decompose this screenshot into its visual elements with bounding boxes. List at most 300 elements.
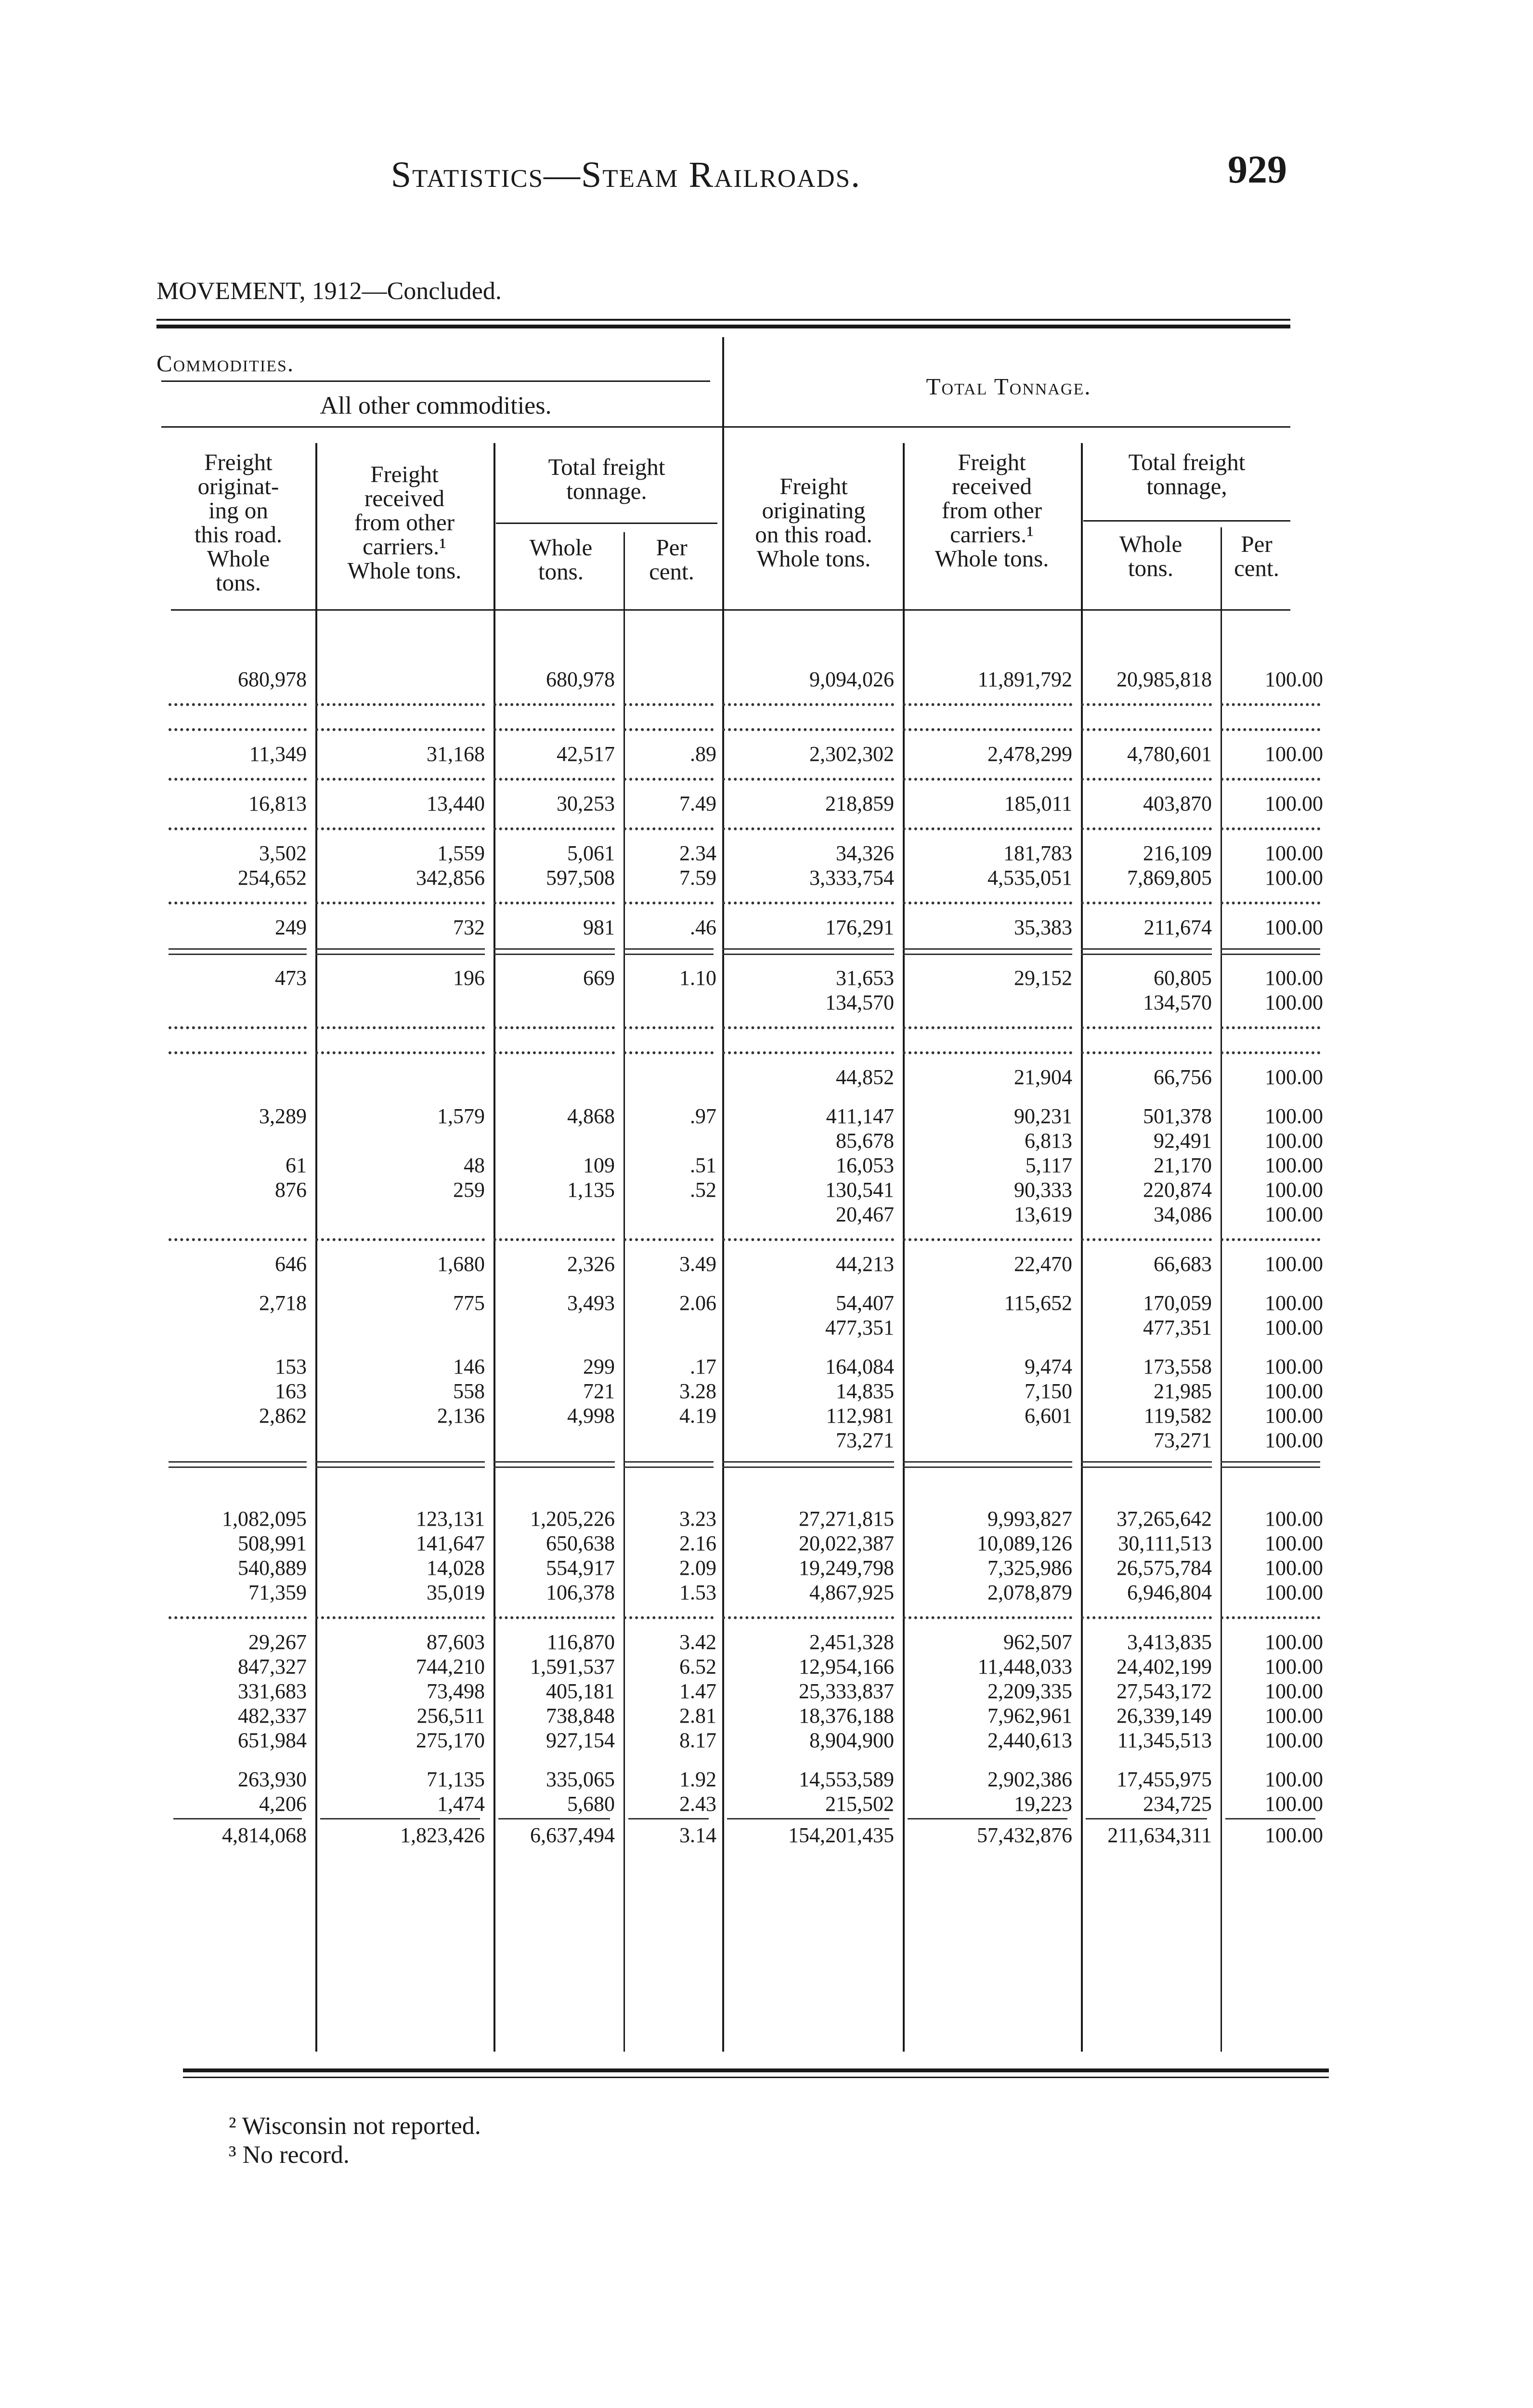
- spacer-cell: [315, 1276, 494, 1291]
- spacer-cell: [722, 890, 903, 915]
- table-cell: 403,870: [1143, 792, 1212, 815]
- col8-header: [1223, 532, 1290, 580]
- total-rule: [908, 1818, 1067, 1819]
- table-cell: 4,535,051: [987, 866, 1072, 890]
- table-cell: 100.00: [1265, 1655, 1323, 1678]
- spacer-row: [169, 1816, 1329, 1823]
- spacer-cell: [494, 1015, 624, 1040]
- table-cell: 100.00: [1265, 1379, 1323, 1403]
- table-cell: 26,339,149: [1117, 1704, 1212, 1727]
- table-cell: 9,094,026: [809, 667, 894, 691]
- spacer-cell: [722, 1816, 903, 1823]
- spacer-cell: [315, 1453, 494, 1479]
- spacer-cell: [494, 1227, 624, 1252]
- col1-header-line: Whole: [207, 545, 270, 572]
- table-cell: 3.23: [679, 1507, 716, 1531]
- table-cell: 7,962,961: [987, 1704, 1072, 1727]
- spacer-row: [169, 1479, 1329, 1506]
- table-cell: 37,265,642: [1117, 1507, 1212, 1531]
- data-table: [169, 667, 1329, 1847]
- table-cell: 5,117: [1025, 1153, 1072, 1177]
- leader-dots: [494, 902, 615, 906]
- col7-header-line: tons.: [1128, 555, 1173, 581]
- col2-header: [318, 462, 491, 583]
- col5-header-line: originating: [762, 497, 866, 523]
- table-cell: 11,349: [249, 742, 307, 766]
- table-cell: 185,011: [1004, 792, 1072, 815]
- leader-dots: [169, 1051, 307, 1056]
- spacer-cell: [169, 1479, 315, 1506]
- table-cell: 141,647: [416, 1531, 485, 1555]
- group-rule: [161, 426, 1290, 428]
- spacer-cell: [169, 1276, 315, 1291]
- table-cell: 73,271: [1154, 1428, 1212, 1452]
- table-cell: 3,493: [567, 1291, 615, 1315]
- double-rule: [1221, 948, 1320, 955]
- leader-dots: [494, 1238, 615, 1243]
- spacer-cell: [722, 1479, 903, 1506]
- table-cell: [624, 990, 722, 1015]
- table-cell: 100.00: [1265, 1531, 1323, 1555]
- all-other-header: All other commodities.: [320, 392, 552, 419]
- table-cell: 3.28: [679, 1379, 716, 1403]
- spacer-cell: [169, 1040, 315, 1065]
- table-cell: 738,848: [546, 1704, 615, 1727]
- table-cell: 1,082,095: [222, 1507, 307, 1531]
- table-cell: 405,181: [546, 1679, 615, 1703]
- table-cell: 35,019: [427, 1581, 485, 1604]
- spacer-cell: [315, 692, 494, 717]
- double-rule: [494, 1461, 615, 1468]
- table-cell: 11,891,792: [977, 667, 1072, 691]
- leader-dots: [1081, 1238, 1212, 1243]
- spacer-cell: [903, 717, 1081, 742]
- spacer-cell: [722, 1089, 903, 1104]
- total-cell: 100.00: [1265, 1823, 1323, 1847]
- spacer-cell: [1221, 1753, 1329, 1767]
- total-rule: [498, 1818, 610, 1819]
- table-cell: 10,089,126: [977, 1531, 1072, 1555]
- spacer-cell: [903, 1015, 1081, 1040]
- table-cell: 1,680: [437, 1252, 485, 1276]
- leader-dots: [722, 728, 894, 733]
- leader-dots: [903, 827, 1072, 832]
- table-cell: 30,253: [557, 792, 615, 815]
- spacer-cell: [624, 717, 722, 742]
- leader-dots: [1081, 778, 1212, 783]
- table-cell: 249: [275, 916, 307, 939]
- leader-dots: [722, 827, 894, 832]
- table-row: [169, 1104, 1329, 1128]
- table-cell: .51: [690, 1153, 716, 1177]
- table-cell: 411,147: [826, 1104, 894, 1128]
- table-cell: 1.47: [679, 1679, 716, 1703]
- leader-dots: [169, 1238, 307, 1243]
- total-cell: 4,814,068: [222, 1823, 307, 1847]
- leader-dots: [903, 728, 1072, 733]
- spacer-cell: [494, 940, 624, 966]
- spacer-cell: [624, 940, 722, 966]
- top-rule-thick: [156, 325, 1290, 328]
- table-cell: 7,150: [1025, 1379, 1072, 1403]
- spacer-cell: [1221, 1453, 1329, 1479]
- leader-dots: [1081, 728, 1212, 733]
- table-cell: 90,231: [1014, 1104, 1072, 1128]
- table-cell: 473: [275, 966, 307, 990]
- table-cell: [903, 990, 1081, 1015]
- spacer-cell: [624, 1227, 722, 1252]
- table-cell: 342,856: [416, 866, 485, 890]
- spacer-cell: [494, 1605, 624, 1630]
- table-cell: [494, 990, 624, 1015]
- spacer-cell: [722, 1753, 903, 1767]
- table-cell: [903, 1315, 1081, 1340]
- spacer-cell: [624, 1340, 722, 1354]
- table-cell: 3,413,835: [1127, 1630, 1212, 1654]
- col5-header-line: Whole tons.: [756, 545, 871, 572]
- double-rule: [903, 1461, 1072, 1468]
- spacer-row: [169, 940, 1329, 966]
- table-row: [169, 791, 1329, 816]
- spacer-cell: [1221, 816, 1329, 841]
- leader-dots: [1221, 778, 1320, 783]
- double-rule: [315, 948, 485, 955]
- table-cell: 27,543,172: [1117, 1679, 1212, 1703]
- table-cell: 2.16: [679, 1531, 716, 1555]
- col3-header: [503, 536, 619, 584]
- leader-dots: [722, 703, 894, 708]
- table-cell: 100.00: [1265, 667, 1323, 691]
- table-cell: [169, 1315, 315, 1340]
- table-cell: [169, 1202, 315, 1227]
- leader-dots: [315, 703, 485, 708]
- spacer-row: [169, 717, 1329, 742]
- table-row: [169, 915, 1329, 940]
- spacer-cell: [903, 1605, 1081, 1630]
- table-cell: 134,570: [825, 991, 894, 1014]
- leader-dots: [1221, 703, 1320, 708]
- table-cell: 1.10: [679, 966, 716, 990]
- table-cell: 669: [583, 966, 615, 990]
- spacer-cell: [903, 1089, 1081, 1104]
- spacer-cell: [494, 1089, 624, 1104]
- table-cell: 44,213: [836, 1252, 894, 1276]
- double-rule: [1081, 1461, 1212, 1468]
- table-cell: 100.00: [1265, 1507, 1323, 1531]
- table-cell: 54,407: [836, 1291, 894, 1315]
- spacer-cell: [624, 1605, 722, 1630]
- spacer-cell: [169, 692, 315, 717]
- table-row: [169, 1728, 1329, 1753]
- table-row: [169, 1379, 1329, 1403]
- table-cell: 170,059: [1143, 1291, 1212, 1315]
- table-cell: 1,579: [437, 1104, 485, 1128]
- spacer-cell: [903, 1340, 1081, 1354]
- table-cell: 100.00: [1265, 1679, 1323, 1703]
- leader-dots: [1221, 902, 1320, 906]
- table-cell: 44,852: [836, 1065, 894, 1089]
- table-cell: 123,131: [416, 1507, 485, 1531]
- table-cell: 112,981: [826, 1404, 894, 1427]
- total-rule: [320, 1818, 480, 1819]
- table-cell: 34,086: [1154, 1203, 1212, 1226]
- spacer-cell: [315, 1753, 494, 1767]
- spacer-row: [169, 1040, 1329, 1065]
- spacer-cell: [903, 816, 1081, 841]
- table-cell: 6,813: [1025, 1129, 1072, 1152]
- table-cell: 6,946,804: [1127, 1581, 1212, 1604]
- table-cell: 21,985: [1154, 1379, 1212, 1403]
- spacer-cell: [903, 1479, 1081, 1506]
- total-tonnage-header: Total Tonnage.: [926, 373, 1091, 400]
- table-cell: 9,474: [1025, 1355, 1072, 1378]
- table-cell: 176,291: [825, 916, 894, 939]
- table-cell: 2,209,335: [987, 1679, 1072, 1703]
- table-cell: 196: [453, 966, 485, 990]
- table-cell: 24,402,199: [1117, 1655, 1212, 1678]
- spacer-cell: [903, 890, 1081, 915]
- table-row: [169, 1630, 1329, 1654]
- table-cell: [315, 1128, 494, 1153]
- table-cell: 2,078,879: [987, 1581, 1072, 1604]
- table-cell: [624, 1315, 722, 1340]
- spacer-cell: [624, 1479, 722, 1506]
- spacer-cell: [315, 890, 494, 915]
- leader-dots: [1221, 728, 1320, 733]
- spacer-cell: [315, 1227, 494, 1252]
- table-cell: 508,991: [238, 1531, 307, 1555]
- table-cell: 100.00: [1265, 1767, 1323, 1791]
- table-cell: 732: [453, 916, 485, 939]
- leader-dots: [624, 778, 714, 783]
- table-cell: 100.00: [1265, 1065, 1323, 1089]
- col78-rule: [1083, 520, 1290, 522]
- table-cell: 66,756: [1154, 1065, 1212, 1089]
- table-cell: 34,326: [836, 841, 894, 865]
- table-cell: 263,930: [238, 1767, 307, 1791]
- spacer-cell: [1081, 1089, 1221, 1104]
- leader-dots: [169, 902, 307, 906]
- spacer-cell: [722, 816, 903, 841]
- table-cell: 17,455,975: [1117, 1767, 1212, 1791]
- table-cell: 7.49: [679, 792, 716, 815]
- spacer-cell: [494, 1453, 624, 1479]
- table-cell: [315, 1065, 494, 1089]
- total-cell: 6,637,494: [530, 1823, 615, 1847]
- table-cell: 331,683: [238, 1679, 307, 1703]
- spacer-row: [169, 1753, 1329, 1767]
- table-cell: 27,271,815: [799, 1507, 894, 1531]
- table-cell: 100.00: [1265, 1704, 1323, 1727]
- spacer-row: [169, 692, 1329, 717]
- col2-header-line: Freight: [370, 461, 439, 487]
- spacer-cell: [1081, 816, 1221, 841]
- table-row: [169, 1403, 1329, 1428]
- table-cell: 100.00: [1265, 916, 1323, 939]
- table-cell: 3,333,754: [809, 866, 894, 890]
- table-cell: 256,511: [416, 1704, 485, 1727]
- table-cell: 2,478,299: [987, 742, 1072, 766]
- col6-header-line: Whole tons.: [935, 545, 1049, 572]
- table-cell: .52: [690, 1178, 716, 1202]
- section-title: MOVEMENT, 1912—Concluded.: [156, 277, 502, 305]
- spacer-cell: [722, 1276, 903, 1291]
- table-cell: 119,582: [1143, 1404, 1212, 1427]
- spacer-cell: [722, 1340, 903, 1354]
- leader-dots: [1081, 703, 1212, 708]
- table-cell: 6.52: [679, 1655, 716, 1678]
- top-rule: [156, 319, 1290, 321]
- table-cell: 11,448,033: [977, 1655, 1072, 1678]
- spacer-cell: [903, 1276, 1081, 1291]
- table-cell: [315, 667, 494, 692]
- table-cell: 21,904: [1014, 1065, 1072, 1089]
- col8-header-line: cent.: [1234, 555, 1279, 581]
- leader-dots: [903, 1238, 1072, 1243]
- table-cell: 30,111,513: [1118, 1531, 1212, 1555]
- spacer-cell: [1081, 1605, 1221, 1630]
- table-cell: 100.00: [1265, 1252, 1323, 1276]
- spacer-cell: [624, 1453, 722, 1479]
- table-cell: [169, 1065, 315, 1089]
- table-cell: [903, 1428, 1081, 1453]
- table-row: [169, 1679, 1329, 1703]
- spacer-row: [169, 766, 1329, 791]
- spacer-row: [169, 1276, 1329, 1291]
- table-cell: 100.00: [1265, 1355, 1323, 1378]
- table-cell: 651,984: [238, 1728, 307, 1752]
- table-cell: 7,325,986: [987, 1556, 1072, 1580]
- table-cell: 18,376,188: [799, 1704, 894, 1727]
- header-bottom-rule: [171, 609, 1290, 611]
- table-cell: 680,978: [238, 667, 307, 691]
- spacer-cell: [1081, 766, 1221, 791]
- leader-dots: [722, 1051, 894, 1056]
- double-rule: [624, 948, 714, 955]
- spacer-cell: [722, 717, 903, 742]
- leader-dots: [169, 827, 307, 832]
- table-cell: 31,653: [836, 966, 894, 990]
- spacer-cell: [169, 890, 315, 915]
- table-row: [169, 1428, 1329, 1453]
- leader-dots: [169, 703, 307, 708]
- table-row: [169, 1556, 1329, 1580]
- spacer-cell: [494, 1479, 624, 1506]
- spacer-cell: [1221, 1227, 1329, 1252]
- spacer-cell: [315, 816, 494, 841]
- spacer-cell: [1221, 1089, 1329, 1104]
- table-cell: 1,559: [437, 841, 485, 865]
- double-rule: [169, 948, 307, 955]
- spacer-cell: [315, 766, 494, 791]
- leader-dots: [1081, 902, 1212, 906]
- table-row: [169, 1703, 1329, 1728]
- spacer-cell: [169, 1340, 315, 1354]
- table-cell: 100.00: [1265, 991, 1323, 1014]
- col34-header-line: tonnage.: [566, 478, 647, 504]
- table-cell: 21,170: [1154, 1153, 1212, 1177]
- col34-header-line: Total freight: [548, 454, 665, 480]
- bottom-rule: [183, 2077, 1329, 2078]
- spacer-row: [169, 1227, 1329, 1252]
- total-rule: [173, 1818, 302, 1819]
- leader-dots: [722, 778, 894, 783]
- table-cell: 847,327: [238, 1655, 307, 1678]
- spacer-cell: [494, 1816, 624, 1823]
- table-cell: 100.00: [1265, 866, 1323, 890]
- table-cell: 19,223: [1014, 1792, 1072, 1816]
- spacer-cell: [903, 1227, 1081, 1252]
- table-cell: 100.00: [1265, 966, 1323, 990]
- table-cell: 218,859: [825, 792, 894, 815]
- leader-dots: [315, 1051, 485, 1056]
- table-cell: 7,869,805: [1127, 866, 1212, 890]
- leader-dots: [903, 1616, 1072, 1621]
- col4-header-line: cent.: [649, 558, 694, 585]
- double-rule: [169, 1461, 307, 1468]
- col34-header: [496, 455, 717, 503]
- table-cell: 2,451,328: [809, 1630, 894, 1654]
- table-cell: 211,674: [1143, 916, 1212, 939]
- total-rule: [727, 1818, 889, 1819]
- table-cell: 962,507: [1003, 1630, 1072, 1654]
- spacer-cell: [903, 1753, 1081, 1767]
- leader-dots: [903, 1051, 1072, 1056]
- col3-header-line: Whole: [529, 534, 593, 561]
- table-cell: 115,652: [1004, 1291, 1072, 1315]
- spacer-cell: [169, 1227, 315, 1252]
- table-cell: 721: [583, 1379, 615, 1403]
- spacer-row: [169, 1340, 1329, 1354]
- table-cell: 11,345,513: [1117, 1728, 1212, 1752]
- table-cell: 100.00: [1265, 1203, 1323, 1226]
- col1-header-line: Freight: [204, 449, 273, 475]
- table-row: [169, 1792, 1329, 1816]
- footnote-2: ² Wisconsin not reported.: [229, 2112, 481, 2140]
- table-row: [169, 1315, 1329, 1340]
- leader-dots: [1221, 1238, 1320, 1243]
- spacer-cell: [1081, 890, 1221, 915]
- table-row: [169, 1128, 1329, 1153]
- table-cell: 60,805: [1154, 966, 1212, 990]
- leader-dots: [624, 1238, 714, 1243]
- double-rule: [1081, 948, 1212, 955]
- col2-header-line: from other: [354, 509, 455, 536]
- table-row: [169, 1178, 1329, 1202]
- table-cell: 42,517: [557, 742, 615, 766]
- col2-header-line: carriers.¹: [363, 533, 446, 560]
- table-cell: 3,502: [259, 841, 307, 865]
- leader-dots: [494, 1051, 615, 1056]
- table-cell: [315, 1315, 494, 1340]
- table-cell: 2,440,613: [987, 1728, 1072, 1752]
- table-cell: 8,904,900: [809, 1728, 894, 1752]
- table-cell: 16,813: [248, 792, 307, 815]
- leader-dots: [494, 728, 615, 733]
- spacer-cell: [1081, 1753, 1221, 1767]
- spacer-cell: [494, 717, 624, 742]
- table-cell: 14,028: [427, 1556, 485, 1580]
- col1-header-line: tons.: [216, 569, 261, 596]
- table-cell: 4,206: [259, 1792, 307, 1816]
- spacer-cell: [1221, 766, 1329, 791]
- spacer-cell: [1221, 1340, 1329, 1354]
- spacer-row: [169, 816, 1329, 841]
- table-cell: [169, 1428, 315, 1453]
- table-cell: [315, 1428, 494, 1453]
- table-cell: 12,954,166: [799, 1655, 894, 1678]
- table-cell: 876: [275, 1178, 307, 1202]
